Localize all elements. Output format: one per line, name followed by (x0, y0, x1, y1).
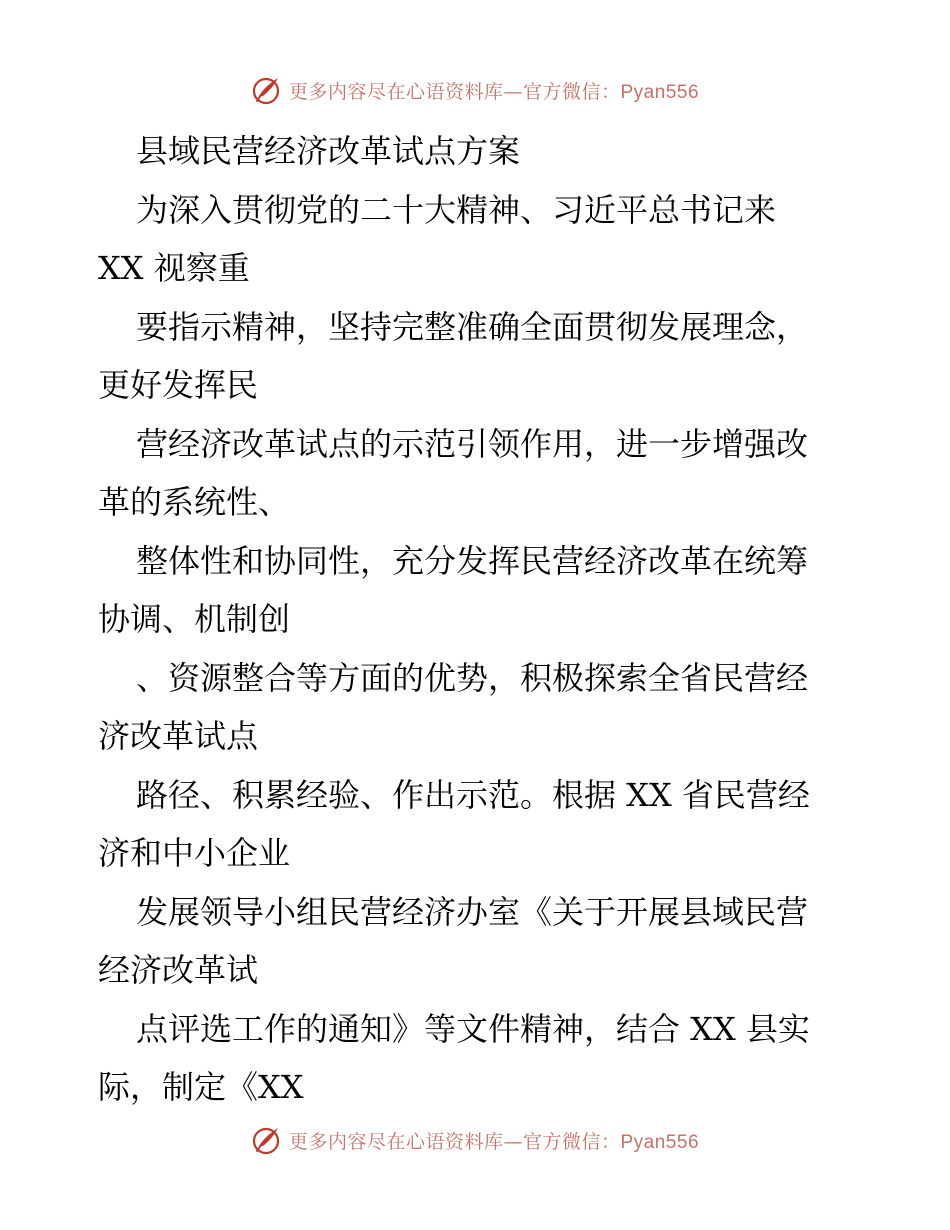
text-line: 县域民营经济改革试点方案 (136, 132, 521, 170)
text-line: 济改革试点 (98, 717, 259, 755)
text-line: 经济改革试 (98, 951, 259, 989)
banner-label: 更多内容尽在心语资料库—官方微信： (288, 80, 621, 103)
text-line: 要指示精神，坚持完整准确全面贯彻发展理念， (136, 307, 809, 346)
text-line: 更好发挥民 (98, 366, 259, 404)
text-line: 革的系统性、 (98, 483, 291, 521)
banner-text (289, 1127, 699, 1154)
quill-logo-icon (251, 74, 283, 106)
text-line: 际，制定《XX (98, 1068, 304, 1106)
banner-wechat-id: Pyan556 (620, 81, 700, 103)
header-watermark-banner (0, 70, 950, 110)
text-line: 营经济改革试点的示范引领作用，进一步增强改 (136, 424, 809, 463)
text-line: 发展领导小组民营经济办室《关于开展县域民营 (136, 892, 809, 931)
text-line: 济和中小企业 (98, 834, 291, 872)
text-line: 、资源整合等方面的优势，积极探索全省民营经 (136, 658, 809, 697)
banner-wechat-id: Pyan556 (620, 1131, 700, 1153)
banner-label: 更多内容尽在心语资料库—官方微信： (288, 1130, 621, 1153)
text-line: XX 视察重 (98, 249, 250, 287)
footer-watermark-banner (0, 1120, 950, 1160)
text-line: 协调、机制创 (98, 600, 291, 638)
text-line: 整体性和协同性，充分发挥民营经济改革在统筹 (136, 541, 809, 580)
banner-text (289, 77, 699, 104)
text-line: 点评选工作的通知》等文件精神，结合 XX 县实 (136, 1009, 810, 1048)
quill-logo-icon (251, 1124, 283, 1156)
text-line: 路径、积累经验、作出示范。根据 XX 省民营经 (136, 775, 810, 814)
text-line: 为深入贯彻党的二十大精神、习近平总书记来 (136, 190, 777, 229)
document-body (98, 122, 858, 1117)
